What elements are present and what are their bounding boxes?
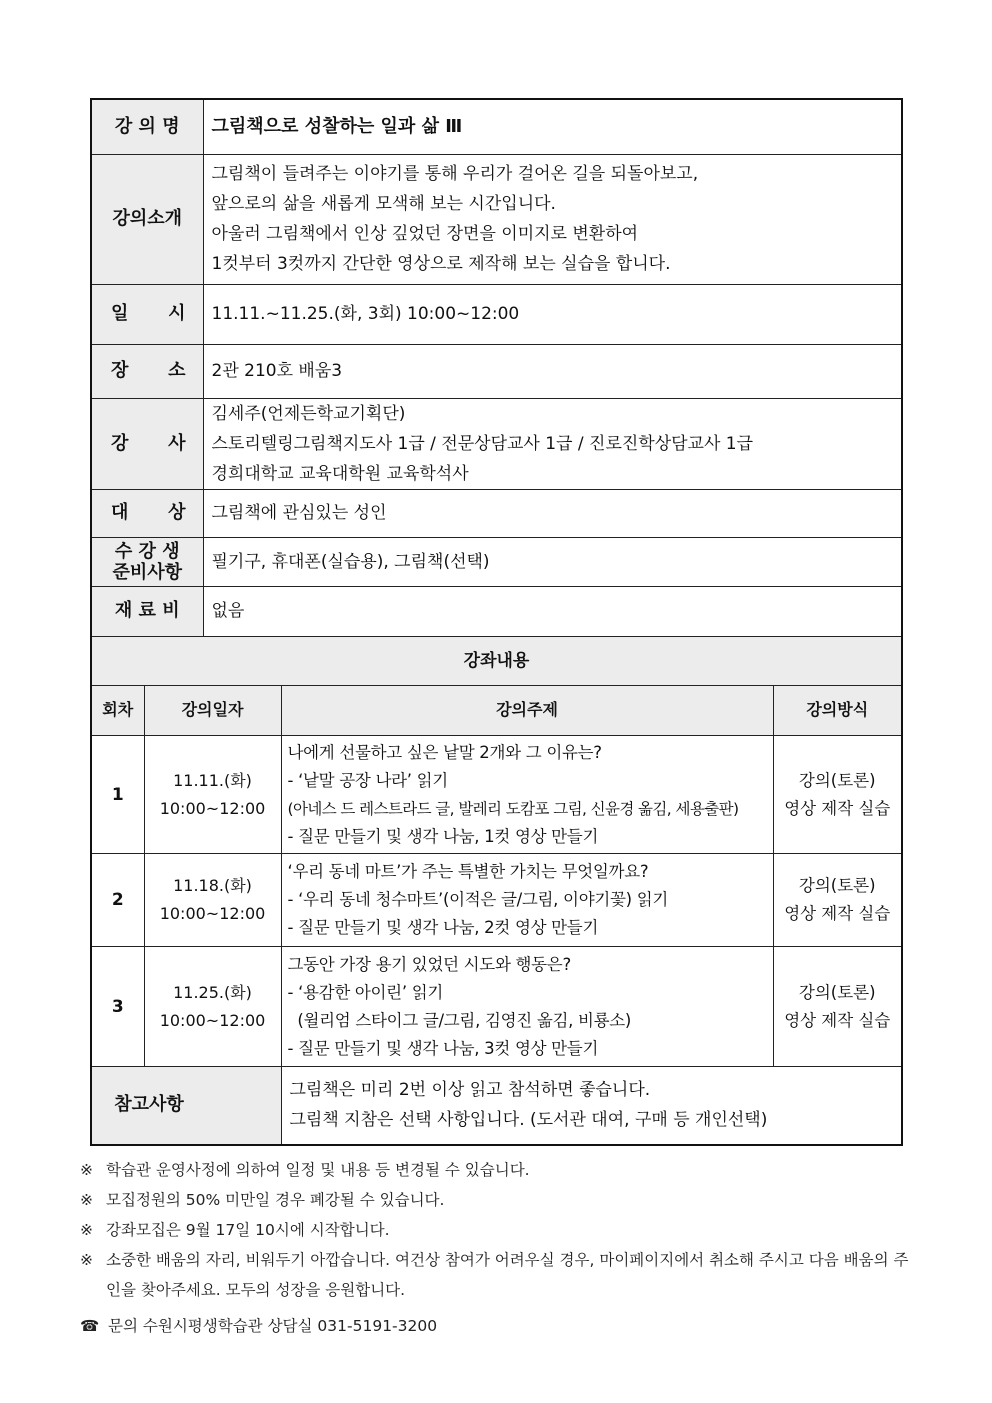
section-title: 강좌내용 (91, 636, 902, 685)
reference-text: 그림책은 미리 2번 이상 읽고 참석하면 좋습니다. 그림책 지참은 선택 사항입니다. (도서관 대여, 구매 등 개인선택) (281, 1067, 902, 1145)
phone-icon: ☎ (80, 1317, 100, 1335)
header-session: 회차 (91, 686, 144, 736)
row-section-title (91, 636, 902, 685)
teacher-line: 김세주(언제든학교기획단) (211, 403, 406, 424)
reference-mark-icon: ※ (80, 1251, 93, 1269)
row-prep (91, 537, 902, 586)
notice-list (80, 1155, 920, 1341)
session-topic: ‘우리 동네 마트’가 주는 특별한 가치는 무엇일까요? - ‘우리 동네 청수마트’(이적은 글/그림, 이야기꽃) 읽기 - 질문 만들기 및 생각 나눔, 2컷 영상 만들기 (281, 854, 773, 947)
schedule-row-3 (91, 947, 902, 1067)
session-method: 강의(토론) 영상 제작 실습 (773, 947, 902, 1067)
session-topic: 나에게 선물하고 싶은 낱말 2개와 그 이유는? - ‘낱말 공장 나라’ 읽기 (아네스 드 레스트라드 글, 발레리 도캄포 그림, 신윤경 옮김, 세용출판) - 질문 만들기 및 생각 나눔, 1컷 영상 만들기 (281, 736, 773, 854)
notice-item: ※ 소중한 배움의 자리, 비워두기 아깝습니다. 여건상 참여가 어려우실 경우, 마이페이지에서 취소해 주시고 다음 배움의 주인을 찾아주세요. 모두의 성장을 응원합니다. (80, 1245, 920, 1305)
title-label: 강 의 명 (91, 99, 203, 154)
intro-line: 아울러 그림책에서 인상 깊었던 장면을 이미지로 변환하여 (211, 224, 639, 244)
schedule-row-2 (91, 854, 902, 947)
target-label: 대 상 (91, 489, 203, 537)
course-fee: 없음 (203, 586, 902, 636)
teacher-info (203, 398, 902, 489)
session-method: 강의(토론) 영상 제작 실습 (773, 854, 902, 947)
course-prep: 필기구, 휴대폰(실습용), 그림책(선택) (203, 537, 902, 586)
session-method: 강의(토론) 영상 제작 실습 (773, 736, 902, 854)
session-date: 11.25.(화) 10:00~12:00 (144, 947, 281, 1067)
notice-item: ※ 학습관 운영사정에 의하여 일정 및 내용 등 변경될 수 있습니다. (80, 1155, 920, 1185)
fee-label: 재 료 비 (91, 586, 203, 636)
schedule-header-row (91, 686, 902, 736)
contact-text: 문의 수원시평생학습관 상담실 031-5191-3200 (108, 1317, 438, 1335)
reference-mark-icon: ※ (80, 1161, 93, 1179)
date-label: 일 시 (91, 284, 203, 344)
session-number: 2 (91, 854, 144, 947)
session-date: 11.18.(화) 10:00~12:00 (144, 854, 281, 947)
session-number: 1 (91, 736, 144, 854)
intro-line: 그림책이 들려주는 이야기를 통해 우리가 걸어온 길을 되돌아보고, (211, 164, 699, 184)
row-title (91, 99, 902, 154)
header-method: 강의방식 (773, 686, 902, 736)
intro-line: 1컷부터 3컷까지 간단한 영상으로 제작해 보는 실습을 합니다. (211, 254, 671, 274)
course-title: 그림책으로 성찰하는 일과 삶 Ⅲ (203, 99, 902, 154)
reference-mark-icon: ※ (80, 1191, 93, 1209)
teacher-line: 스토리텔링그림책지도사 1급 / 전문상담교사 1급 / 진로진학상담교사 1급 (211, 433, 754, 454)
row-date (91, 284, 902, 344)
place-label: 장 소 (91, 344, 203, 398)
intro-text (203, 154, 902, 284)
session-number: 3 (91, 947, 144, 1067)
notice-item: ※ 모집정원의 50% 미만일 경우 폐강될 수 있습니다. (80, 1185, 920, 1215)
course-info-table (90, 98, 903, 686)
intro-line: 앞으로의 삶을 새롭게 모색해 보는 시간입니다. (211, 194, 556, 214)
row-teacher (91, 398, 902, 489)
header-topic: 강의주제 (281, 686, 773, 736)
row-fee (91, 586, 902, 636)
reference-mark-icon: ※ (80, 1221, 93, 1239)
schedule-row-1 (91, 736, 902, 854)
reference-label: 참고사항 (91, 1067, 281, 1145)
row-reference (91, 1067, 902, 1145)
row-place (91, 344, 902, 398)
course-date: 11.11.~11.25.(화, 3회) 10:00~12:00 (203, 284, 902, 344)
teacher-line: 경희대학교 교육대학원 교육학석사 (211, 463, 469, 484)
row-target (91, 489, 902, 537)
course-sheet (90, 98, 903, 1146)
course-place: 2관 210호 배움3 (203, 344, 902, 398)
session-date: 11.11.(화) 10:00~12:00 (144, 736, 281, 854)
contact-info (80, 1311, 920, 1341)
intro-label: 강의소개 (91, 154, 203, 284)
schedule-table (90, 686, 903, 1146)
prep-label: 수 강 생 준비사항 (91, 537, 203, 586)
row-intro (91, 154, 902, 284)
teacher-label: 강 사 (91, 398, 203, 489)
course-target: 그림책에 관심있는 성인 (203, 489, 902, 537)
session-topic: 그동안 가장 용기 있었던 시도와 행동은? - ‘용감한 아이린’ 읽기 (윌리엄 스타이그 글/그림, 김영진 옮김, 비룡소) - 질문 만들기 및 생각 나눔, 3컷 영상 만들기 (281, 947, 773, 1067)
header-date: 강의일자 (144, 686, 281, 736)
notice-item: ※ 강좌모집은 9월 17일 10시에 시작합니다. (80, 1215, 920, 1245)
